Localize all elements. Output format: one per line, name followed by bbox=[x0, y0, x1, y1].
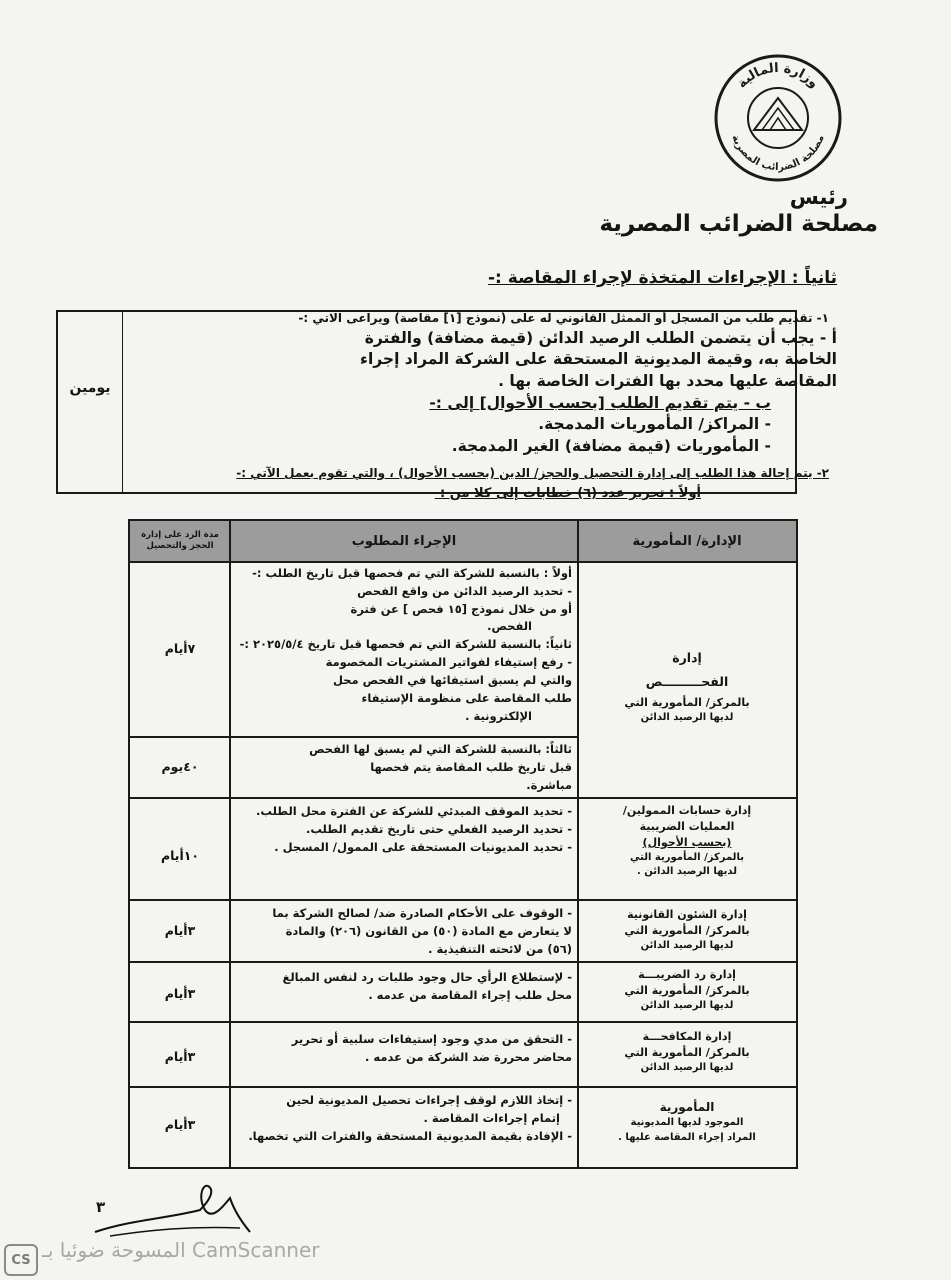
dept-line: العمليات الضريبية bbox=[639, 819, 735, 833]
proc-line: - تحديد الرصيد الدائن من واقع الفحص bbox=[357, 583, 572, 598]
svg-text:مصلحة الضرائب المصرية bbox=[729, 134, 826, 174]
header-line1: رئيس bbox=[789, 185, 848, 209]
row2-department bbox=[578, 803, 796, 880]
intro-item1: ١- تقديم طلب من المسجل أو الممثل القانوني له على (نموذج [١] مقاصة) ويراعى الاتي :- bbox=[298, 311, 829, 325]
row-divider bbox=[130, 1086, 796, 1088]
proc-line: الإلكترونية . bbox=[465, 708, 532, 723]
proc-line: - تحديد الموقف المبدئي للشركة عن الفترة محل الطلب. bbox=[256, 804, 572, 818]
proc-line: - الوقوف على الأحكام الصادرة ضد/ لصالح الشركة بما bbox=[272, 906, 572, 920]
header-duration: مدة الرد على إدارة الحجز والتحصيل bbox=[130, 521, 230, 563]
row3-procedure bbox=[234, 905, 572, 958]
camscanner-logo-icon: CS bbox=[4, 1244, 38, 1276]
intro-a-line3: المقاصة عليها محدد بها الفترات الخاصة بها . bbox=[498, 372, 837, 390]
dept-line: بالمركز/ المأمورية التي bbox=[624, 1045, 750, 1059]
proc-line: - تحديد الرصيد الفعلي حتى تاريخ تقديم الطلب. bbox=[306, 821, 572, 836]
row5-duration: ٣أيام bbox=[164, 1049, 196, 1064]
row5-procedure bbox=[234, 1031, 572, 1067]
proc-line: طلب المقاصة على منظومة الإستيفاء bbox=[361, 690, 572, 705]
section-title: ثانياً : الإجراءات المتخذة لإجراء المقاصة :- bbox=[488, 268, 837, 288]
proc-line: محل طلب إجراء المقاصة من عدمه . bbox=[368, 987, 572, 1002]
row2-procedure bbox=[234, 803, 572, 856]
proc-line: مباشرة. bbox=[526, 777, 572, 792]
proc-line: الفحص. bbox=[487, 619, 532, 634]
dept-line: لديها الرصيد الدائن bbox=[640, 999, 734, 1011]
dept-line: لديها الرصيد الدائن bbox=[640, 712, 734, 724]
intro-first: أولاً : تحرير عدد (٦) خطابات إلى كلا من :- bbox=[434, 486, 701, 501]
proc-line: - تحديد المديونيات المستحقة على الممول/ المسجل . bbox=[274, 839, 572, 854]
header-department: الإدارة/ المأمورية bbox=[578, 521, 796, 563]
dept-line: إدارة bbox=[672, 650, 702, 665]
dept-line: بالمركز/ المأمورية التي bbox=[624, 983, 750, 997]
seal-bottom-text: مصلحة الضرائب المصرية bbox=[729, 133, 827, 174]
intro-item2: ٢- يتم إحالة هذا الطلب إلى إدارة التحصيل والحجز/ الدين (بحسب الأحوال) ، والتي تقوم بعمل الآتي :- bbox=[236, 466, 829, 480]
row1-department bbox=[578, 649, 796, 726]
intro-b2: - المأموريات (قيمة مضافة) الغير المدمجة. bbox=[451, 437, 771, 455]
seal-emblem-icon bbox=[712, 52, 844, 184]
dept-line: بالمركز/ المأمورية التي bbox=[624, 696, 750, 710]
header-line2: مصلحة الضرائب المصرية bbox=[599, 211, 878, 237]
row-divider bbox=[130, 1021, 796, 1023]
row6-duration: ٣أيام bbox=[164, 1117, 196, 1132]
row2-duration: ١٠أيام bbox=[160, 848, 200, 863]
intro-b: ب - يتم تقديم الطلب [بحسب الأحوال] إلى :- bbox=[429, 394, 771, 412]
proc-line: ثانياً: بالنسبة للشركة التي تم فحصها قبل تاريخ ٢٠٢٥/٥/٤ :- bbox=[239, 637, 572, 652]
dept-line: إدارة الشئون القانونية bbox=[627, 908, 747, 921]
proc-line: قبل تاريخ طلب المقاصة يتم فحصها bbox=[370, 759, 572, 774]
dept-line: لديها الرصيد الدائن bbox=[640, 939, 734, 951]
row6-procedure bbox=[234, 1092, 572, 1145]
proc-line: - التحقق من مدي وجود إستيفاءات سلبية أو تحرير bbox=[291, 1032, 572, 1046]
row5-department bbox=[578, 1029, 796, 1075]
row4-procedure bbox=[234, 969, 572, 1005]
proc-line: (٥٦) من لائحته التنفيذية . bbox=[428, 941, 572, 956]
dept-line: (بحسب الأحوال) bbox=[642, 835, 732, 849]
row6-department bbox=[578, 1099, 796, 1145]
row-divider bbox=[130, 961, 796, 963]
dept-line: لديها الرصيد الدائن . bbox=[637, 866, 737, 878]
dept-line: المأمورية bbox=[659, 1100, 715, 1114]
seal-top-text: وزارة المالية bbox=[734, 60, 822, 92]
proc-line: - لإستطلاع الرأي حال وجود طلبات رد لنفس المبالغ bbox=[282, 970, 572, 984]
proc-line: أولاً : بالنسبة للشركة التي تم فحصها قبل تاريخ الطلب :- bbox=[252, 566, 572, 580]
proc-line: ثالثاً: بالنسبة للشركة التي لم يسبق لها الفحص bbox=[309, 742, 572, 756]
proc-line: - الإفادة بقيمة المديونية المستحقة والفترات التي تخصها. bbox=[248, 1128, 572, 1143]
dept-line: لديها الرصيد الدائن bbox=[640, 1061, 734, 1073]
camscanner-watermark: المسوحة ضوئيا بـ CamScanner bbox=[42, 1238, 320, 1262]
dept-line: بالمركز/ المأمورية التي bbox=[630, 851, 744, 863]
row-divider bbox=[130, 736, 578, 738]
intro-a-line2: الخاصة به، وقيمة المديونية المستحقة على الشركة المراد إجراء bbox=[360, 350, 837, 368]
proc-line: أو من خلال نموذج [١٥ فحص ] عن فترة bbox=[350, 601, 572, 616]
procedures-table bbox=[128, 519, 798, 1169]
intro-a-line1: أ - يجب أن يتضمن الطلب الرصيد الدائن (قيمة مضافة) والفترة bbox=[364, 329, 837, 347]
dept-line: المراد إجراء المقاصة عليها . bbox=[618, 1131, 756, 1143]
row1-procedure-a bbox=[234, 565, 572, 725]
row4-duration: ٣أيام bbox=[164, 986, 196, 1001]
intro-b1: - المراكز/ المأموريات المدمجة. bbox=[538, 415, 771, 433]
row1-procedure-b bbox=[234, 741, 572, 794]
dept-line: الموجود لديها المديونية bbox=[630, 1117, 744, 1129]
ministry-seal bbox=[712, 52, 844, 184]
header-title bbox=[578, 185, 878, 237]
row1-duration-b: ٤٠يوم bbox=[161, 759, 199, 774]
row4-department bbox=[578, 967, 796, 1013]
dept-line: إدارة المكافحـــة bbox=[642, 1030, 732, 1043]
duration-top: يومين bbox=[69, 380, 111, 396]
proc-line: والتي لم يسبق استيفائها في الفحص محل bbox=[333, 672, 572, 687]
row1-duration-a: ٧أيام bbox=[164, 641, 196, 656]
dept-line: إدارة حسابات الممولين/ bbox=[622, 804, 752, 817]
proc-line: - رفع إستيفاء لفواتير المشتريات المخصومة bbox=[325, 655, 572, 670]
dept-line: الفحـــــــــص bbox=[645, 674, 729, 690]
row3-duration: ٣أيام bbox=[164, 923, 196, 938]
proc-line: إتمام إجراءات المقاصة . bbox=[423, 1110, 560, 1125]
row3-department bbox=[578, 907, 796, 953]
proc-line: لا يتعارض مع المادة (٥٠) من القانون (٢٠٦) والمادة bbox=[285, 923, 572, 938]
proc-line: - إتخاذ اللازم لوقف إجراءات تحصيل المديونية لحين bbox=[286, 1093, 572, 1107]
dept-line: إدارة رد الضريبـــة bbox=[638, 968, 736, 981]
row-divider bbox=[130, 899, 796, 901]
duration-cell-top bbox=[56, 310, 124, 494]
dept-line: بالمركز/ المأمورية التي bbox=[624, 923, 750, 937]
col-divider bbox=[229, 521, 231, 1167]
signature-icon bbox=[90, 1180, 260, 1240]
page-number: ٣ bbox=[96, 1198, 106, 1216]
header-procedure: الإجراء المطلوب bbox=[230, 521, 578, 563]
row-divider bbox=[130, 797, 796, 799]
proc-line: محاضر محررة ضد الشركة من عدمه . bbox=[365, 1049, 572, 1064]
